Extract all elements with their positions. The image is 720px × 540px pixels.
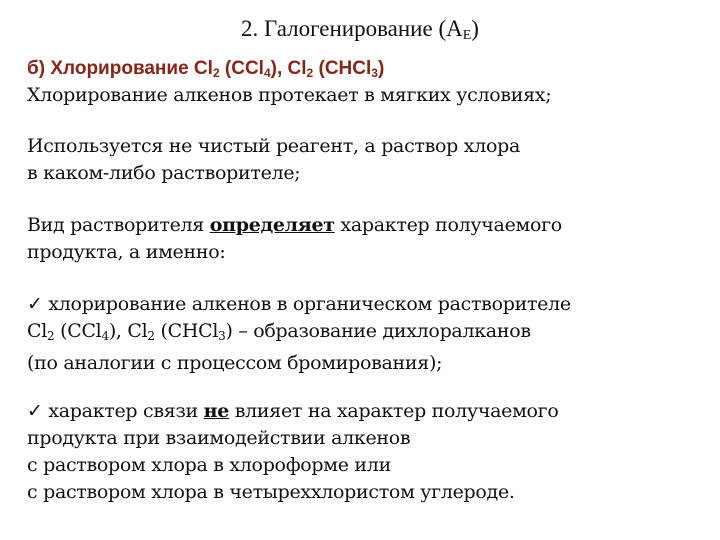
paragraph-line: Хлорирование алкенов протекает в мягких условиях; — [27, 84, 552, 106]
paragraph-line: в каком-либо растворителе; — [27, 162, 301, 184]
paragraph-line: продукта, а именно: — [27, 241, 226, 263]
paragraph-line: ✓ хлорирование алкенов в органическом растворителе — [27, 293, 571, 315]
paragraph-line: продукта при взаимодействии алкенов — [27, 427, 411, 449]
paragraph-line: Используется не чистый реагент, а раствор хлора — [27, 135, 520, 157]
checkmark-icon: ✓ — [27, 293, 43, 315]
paragraph-reagent — [27, 133, 707, 187]
paragraph-line: Вид растворителя определяет характер получаемого — [27, 214, 562, 236]
bullet-bond-character — [27, 398, 707, 506]
paragraph-mild-conditions — [27, 82, 707, 109]
checkmark-icon: ✓ — [27, 400, 43, 422]
paragraph-line: с раствором хлора в четыреххлористом углероде. — [27, 481, 515, 503]
paragraph-solvent — [27, 212, 707, 266]
bullet-organic-solvent — [27, 291, 707, 377]
title-text: 2. Галогенирование (A — [241, 16, 463, 41]
paragraph-line: с раствором хлора в хлороформе или — [27, 454, 391, 476]
paragraph-line: (по аналогии с процессом бромирования); — [27, 352, 443, 374]
emphasis-underlined: определяет — [209, 214, 335, 236]
section-subtitle: б) Хлорирование $Cl_2$ (CCl$_4$), $Cl_2$ (CHCl$_3$) — [27, 58, 385, 80]
paragraph-line: ✓ характер связи не влияет на характер получаемого — [27, 400, 559, 422]
slide-title — [0, 14, 720, 51]
paragraph-line: $Cl_2$ (CCl$_4$), $Cl_2$ (CHCl$_3$) – образование дихлоралканов — [27, 320, 531, 343]
title-subscript: E — [462, 28, 472, 43]
emphasis-underlined: не — [203, 400, 230, 422]
title-close: ) — [471, 16, 479, 41]
